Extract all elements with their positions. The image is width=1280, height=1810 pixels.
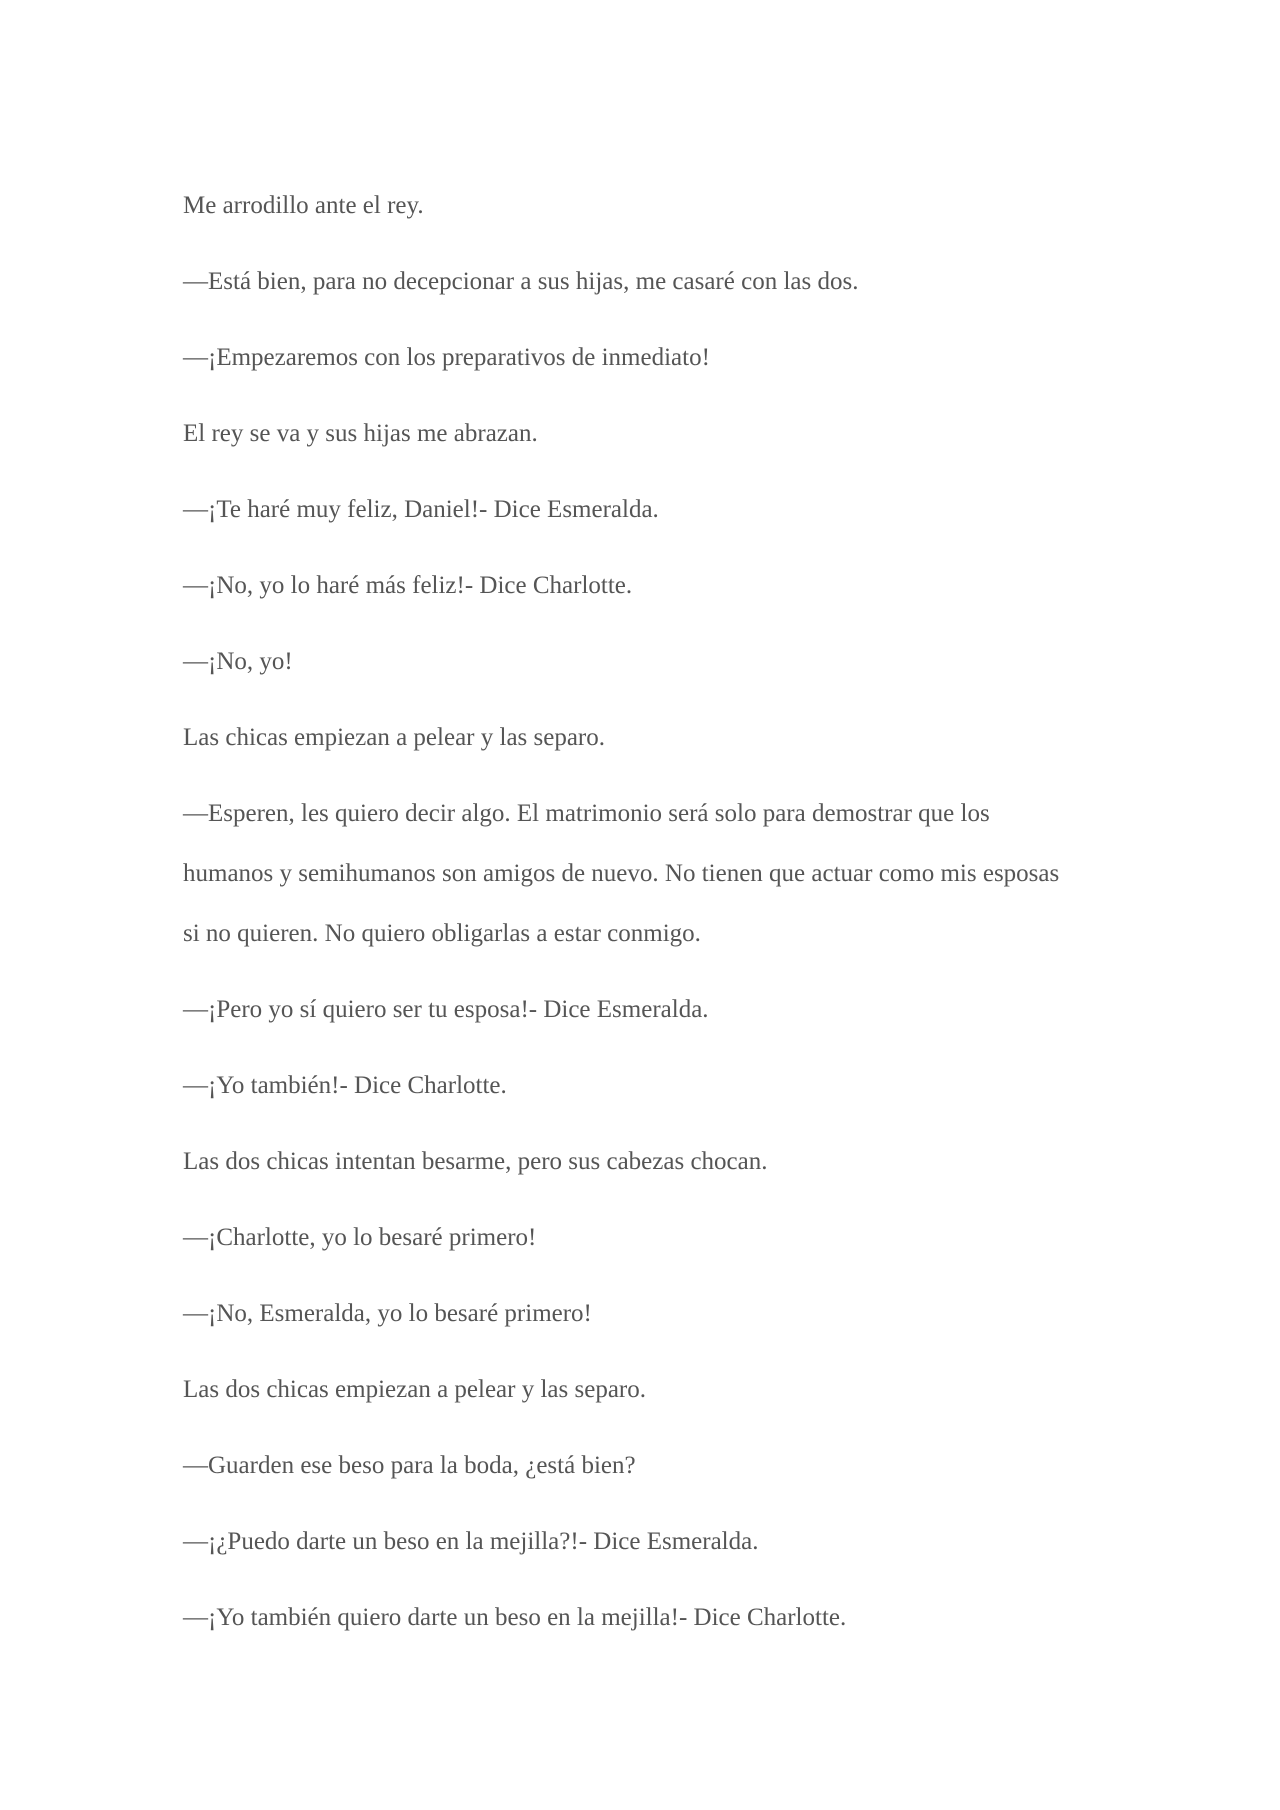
paragraph: —¡Te haré muy feliz, Daniel!- Dice Esmeralda. bbox=[183, 496, 659, 523]
paragraph: —¡Yo también quiero darte un beso en la mejilla!- Dice Charlotte. bbox=[183, 1604, 847, 1631]
paragraph: —¡Empezaremos con los preparativos de inmediato! bbox=[183, 344, 710, 371]
paragraph-line: si no quieren. No quiero obligarlas a estar conmigo. bbox=[183, 920, 701, 947]
paragraph: —¡No, yo! bbox=[183, 648, 293, 675]
paragraph: —¡No, yo lo haré más feliz!- Dice Charlotte. bbox=[183, 572, 633, 599]
paragraph: Me arrodillo ante el rey. bbox=[183, 192, 424, 219]
paragraph: —Está bien, para no decepcionar a sus hijas, me casaré con las dos. bbox=[183, 268, 859, 295]
paragraph: —¡¿Puedo darte un beso en la mejilla?!- Dice Esmeralda. bbox=[183, 1528, 759, 1555]
paragraph: —¡Pero yo sí quiero ser tu esposa!- Dice Esmeralda. bbox=[183, 996, 709, 1023]
paragraph-line: —Esperen, les quiero decir algo. El matrimonio será solo para demostrar que los bbox=[183, 800, 990, 827]
paragraph: El rey se va y sus hijas me abrazan. bbox=[183, 420, 538, 447]
paragraph: —¡Charlotte, yo lo besaré primero! bbox=[183, 1224, 537, 1251]
paragraph: Las chicas empiezan a pelear y las separo. bbox=[183, 724, 606, 751]
paragraph: —¡No, Esmeralda, yo lo besaré primero! bbox=[183, 1300, 592, 1327]
paragraph: Las dos chicas intentan besarme, pero sus cabezas chocan. bbox=[183, 1148, 768, 1175]
document-body bbox=[183, 176, 1103, 1648]
paragraph: —¡Yo también!- Dice Charlotte. bbox=[183, 1072, 507, 1099]
paragraph: —Guarden ese beso para la boda, ¿está bien? bbox=[183, 1452, 636, 1479]
paragraph: Las dos chicas empiezan a pelear y las separo. bbox=[183, 1376, 646, 1403]
paragraph-line: humanos y semihumanos son amigos de nuevo. No tienen que actuar como mis esposas bbox=[183, 860, 1060, 887]
paragraph-multiline bbox=[183, 784, 1103, 964]
